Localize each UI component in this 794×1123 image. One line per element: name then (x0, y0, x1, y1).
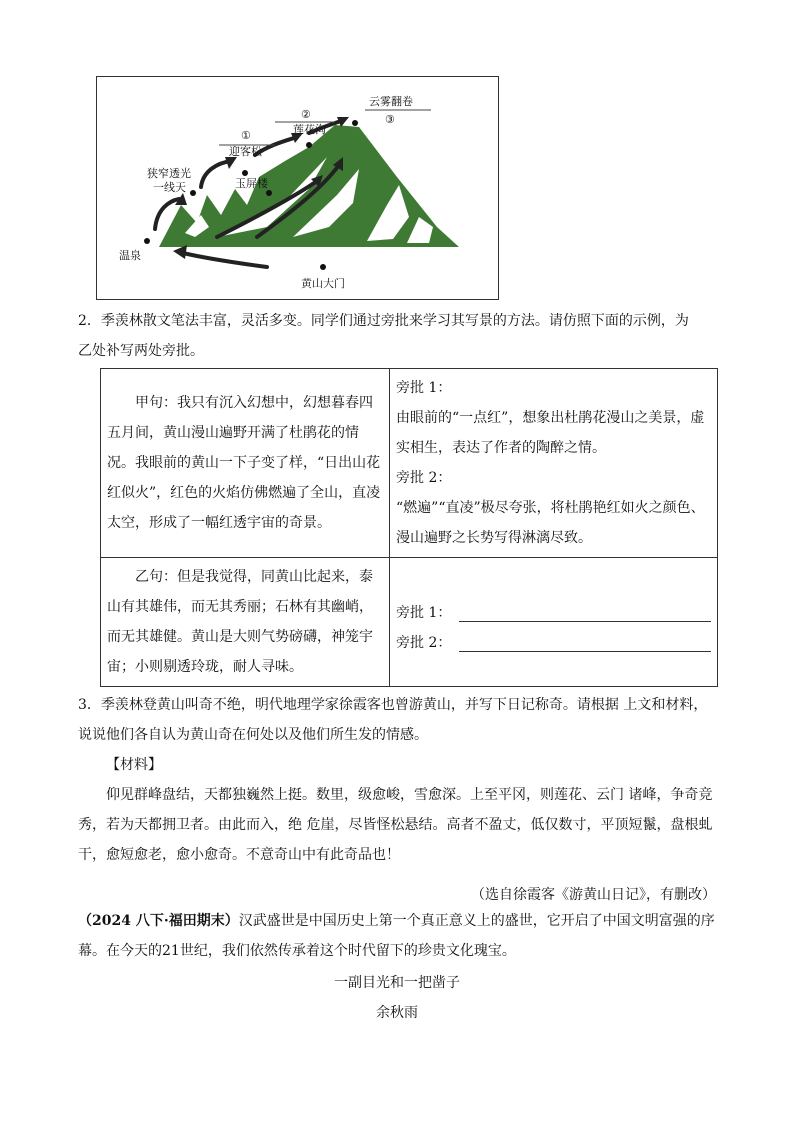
label-xiazhai-2: 一线天 (153, 181, 186, 194)
arrowhead-7 (173, 245, 187, 259)
question-3 (78, 690, 718, 870)
jia-sentence: 甲句：我只有沉入幻想中，幻想暮春四五月间，黄山漫山遍野开满了杜鹃花的情况。我眼前的黄山一下子变了样，“日出山花红似火”，红色的火焰仿佛燃遍了全山，直凌太空，形成了一幅红透宇宙的奇景。 (107, 395, 381, 531)
material-title: 【材料】 (106, 757, 162, 773)
label-yingke: 迎客松 (229, 145, 262, 158)
cell-jia-notes (390, 369, 718, 558)
article-title: 一副目光和一把凿子 (334, 975, 460, 991)
note1-text: 由眼前的“一点红”，想象出杜鹃花漫山之美景，虚实相生，表达了作者的陶醉之情。 (396, 410, 705, 456)
blank-note-2-line[interactable] (459, 633, 711, 652)
dot-damen (320, 264, 326, 270)
blank-note-2[interactable] (396, 622, 711, 652)
label-n3: ③ (385, 113, 395, 126)
arrow-path-7 (183, 253, 267, 267)
huangshan-route-map (96, 76, 499, 300)
table-row (101, 558, 718, 687)
yi-sentence: 乙句：但是我觉得，同黄山比起来，泰山有其雄伟，而无其秀丽；石林有其幽峭，而无其雄健。黄山是大则气势磅礴，神笼宇宙；小则剔透玲珑，耐人寻味。 (107, 569, 373, 675)
note1-title: 旁批 1： (396, 380, 452, 396)
cell-yi (101, 558, 390, 687)
label-yunwu: 云雾翻卷 (369, 95, 413, 108)
dot-xiazhai (190, 190, 196, 196)
exam-tag: （2024 八下·福田期末） (78, 913, 239, 929)
blank-note-1-line[interactable] (459, 603, 711, 622)
article-author: 余秋雨 (376, 1005, 418, 1021)
cell-jia (101, 369, 390, 558)
label-n2: ② (301, 108, 311, 121)
question-2 (78, 306, 718, 366)
note2-title: 旁批 2： (396, 470, 452, 486)
label-n1: ① (241, 129, 251, 142)
cell-yi-notes (390, 558, 718, 687)
dot-yingke (242, 170, 248, 176)
label-damen: 黄山大门 (301, 277, 345, 290)
question-2-line2: 乙处补写两处旁批。 (78, 343, 204, 359)
question-2-line1: 2．季羡林散文笔法丰富，灵活多变。同学们通过旁批来学习其写景的方法。请仿照下面的示例，为 (78, 313, 689, 329)
label-lianhua: 莲花沟 (293, 123, 326, 136)
label-xiazhai-1: 狭窄透光 (147, 167, 191, 180)
table-row (101, 369, 718, 558)
dot-lianhua (306, 142, 312, 148)
blank-note-1-label: 旁批 1： (396, 605, 452, 621)
dot-yunwu (352, 120, 358, 126)
label-yuping: 玉屏楼 (235, 177, 268, 190)
label-wenquan: 温泉 (119, 249, 141, 262)
question-3-text: 3．季羡林登黄山叫奇不绝，明代地理学家徐霞客也曾游黄山，并写下日记称奇。请根据 上文和材料，说说他们各自认为黄山奇在何处以及他们所生发的情感。 (78, 697, 708, 743)
note2-text: “燃遍”“直凌”极尽夸张，将杜鹃艳红如火之颜色、漫山遍野之长势写得淋漓尽致。 (396, 500, 705, 546)
material-text: 仰见群峰盘结，天都独巍然上挺。数里，级愈峻，雪愈深。上至平冈，则莲花、云门 诸峰，争奇竞秀，若为天都拥卫者。由此而入，绝 危崖，尽皆怪松悬结。高者不盈丈，低仅数寸，平顶短鬣，盘根虬干，愈短愈老，愈小愈奇。不意奇山中有此奇品也！ (78, 787, 713, 863)
arrow-path-2 (201, 161, 231, 187)
material-source: （选自徐霞客《游黄山日记》，有删改） (471, 887, 716, 903)
annotation-table (100, 368, 718, 687)
dot-wenquan (144, 238, 150, 244)
intro-text: 汉武盛世是中国历史上第一个真正意义上的盛世，它开启了中国文明富强的序幕。在今天的21世纪，我们依然传承着这个时代留下的珍贵文化瑰宝。 (78, 913, 715, 959)
blank-note-1[interactable] (396, 592, 711, 622)
dot-yuping (266, 190, 272, 196)
next-passage-intro (78, 906, 718, 966)
blank-note-2-label: 旁批 2： (396, 635, 452, 651)
